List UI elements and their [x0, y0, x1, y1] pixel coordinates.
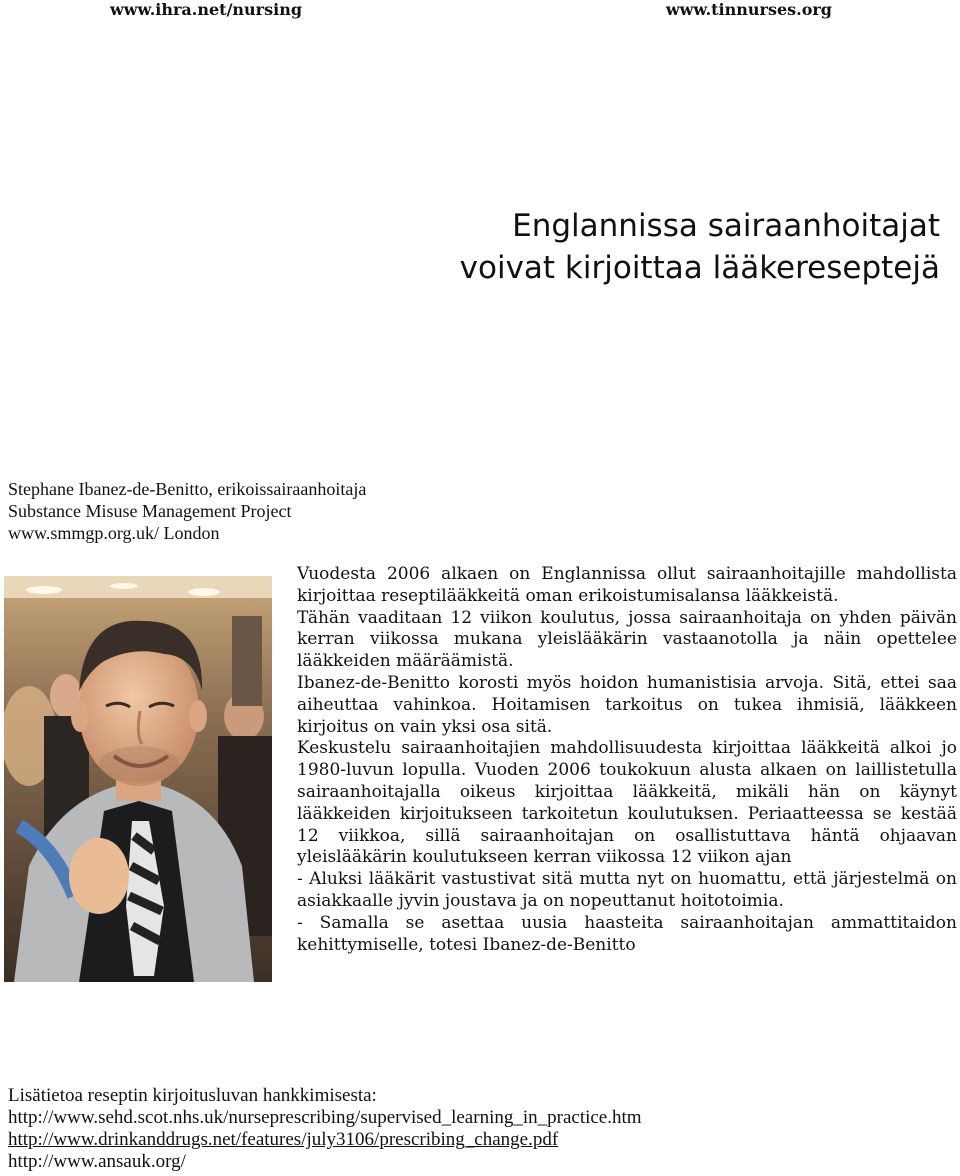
author-name: Stephane Ibanez-de-Benitto, erikoissairaanhoitaja [8, 479, 367, 499]
link-drinkanddrugs[interactable]: http://www.drinkanddrugs.net/features/july3106/prescribing_change.pdf [8, 1129, 559, 1150]
title-line-1: Englannissa sairaanhoitajat [512, 208, 940, 244]
article-body [297, 564, 957, 956]
paragraph-3: Ibanez-de-Benitto korosti myös hoidon humanistisia arvoja. Sitä, ettei saa aiheuttaa vahinkoa. Hoitamisen tarkoitus on tukea ihmisiä, lääkkeen kirjoitus on vain yksi osa sitä. [297, 672, 957, 737]
author-block [8, 478, 366, 544]
paragraph-4: Keskustelu sairaanhoitajien mahdollisuudesta kirjoittaa lääkkeitä alkoi jo 1980-luvun lopulla. Vuoden 2006 toukokuun alusta alkaen on laillistetulla sairaanhoitajalla oikeus kirjoittaa lääkkeitä, mikäli hän on käynyt lääkkeiden kirjoitukseen tarkoitetun koulutuksen. Periaatteessa se kestää 12 viikkoa, sillä sairaanhoitajan on osallistuttava häntä ohjaavan yleislääkärin koulutukseen kerran viikossa 12 viikon ajan [297, 738, 957, 868]
portrait-photo-illustration [4, 576, 272, 982]
further-info-heading: Lisätietoa reseptin kirjoitusluvan hankkimisesta: [8, 1085, 377, 1106]
author-organization: Substance Misuse Management Project [8, 501, 292, 521]
paragraph-2: Tähän vaaditaan 12 viikon koulutus, jossa sairaanhoitaja on yhden päivän kerran viikossa mukana yleislääkärin vastaanotolla ja näin opettelee lääkkeiden määräämistä. [297, 607, 957, 672]
title-line-2: voivat kirjoittaa lääkereseptejä [459, 250, 940, 286]
paragraph-5: - Aluksi lääkärit vastustivat sitä mutta nyt on huomattu, että järjestelmä on asiakkaalle jyvin joustava ja on nopeuttanut hoitotoimia. [297, 869, 957, 911]
portrait-photo [4, 576, 272, 982]
further-info [8, 1085, 642, 1173]
header-left-url[interactable]: www.ihra.net/nursing [110, 0, 303, 19]
author-website: www.smmgp.org.uk/ London [8, 523, 220, 543]
paragraph-6: - Samalla se asettaa uusia haasteita sairaanhoitajan ammattitaidon kehittymiselle, totesi Ibanez-de-Benitto [297, 912, 957, 955]
paragraph-1: Vuodesta 2006 alkaen on Englannissa ollut sairaanhoitajille mahdollista kirjoittaa reseptilääkkeitä oman erikoistumisalansa lääkkeistä. [297, 564, 957, 606]
link-sehd[interactable]: http://www.sehd.scot.nhs.uk/nurseprescribing/supervised_learning_in_practice.htm [8, 1107, 642, 1128]
header-right-url[interactable]: www.tinnurses.org [665, 0, 832, 19]
link-ansauk[interactable]: http://www.ansauk.org/ [8, 1151, 186, 1172]
page-title [460, 205, 940, 289]
